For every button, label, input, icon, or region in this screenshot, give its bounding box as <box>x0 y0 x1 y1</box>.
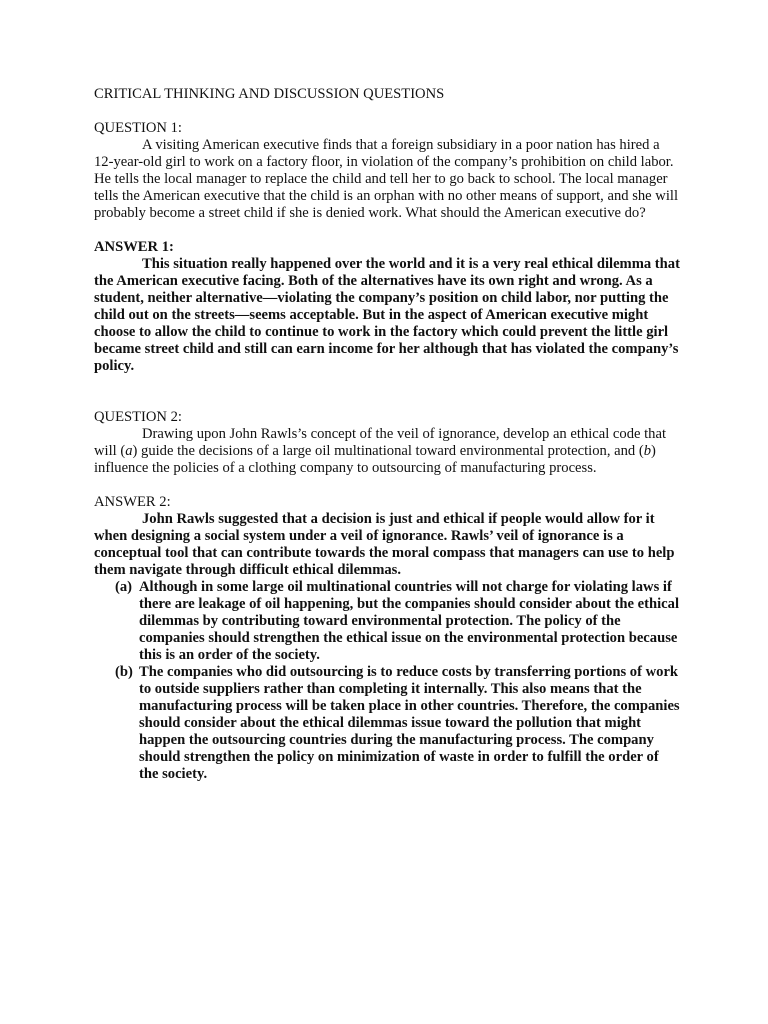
answer-2-title: ANSWER 2: <box>94 494 171 510</box>
question-2-marker-a: a <box>125 443 133 459</box>
question-1 <box>94 120 680 222</box>
question-1-title: QUESTION 1: <box>94 120 182 136</box>
answer-2 <box>94 494 680 783</box>
question-2-text <box>94 426 680 477</box>
question-2 <box>94 409 680 477</box>
list-item-text: Although in some large oil multinational countries will not charge for violating laws if there are leakage of oil happening, but the companies should consider about the ethical dilemmas by contributing toward environmental protection. The policy of the companies should strengthen the ethical issue on the environmental protection because this is an order of the society. <box>139 579 680 663</box>
list-marker: (b) <box>115 664 133 680</box>
document-page <box>94 86 680 783</box>
answer-2-intro: John Rawls suggested that a decision is just and ethical if people would allow for it when designing a social system under a veil of ignorance. Rawls’ veil of ignorance is a conceptual tool that can contribute towards the moral compass that managers can use to help them navigate through difficult ethical dilemmas. <box>94 511 675 578</box>
spacer <box>94 222 680 239</box>
answer-1 <box>94 239 680 375</box>
question-1-text: A visiting American executive finds that a foreign subsidiary in a poor nation has hired a 12-year-old girl to work on a factory floor, in violation of the company’s prohibition on child labor. He tells the local manager to replace the child and tell her to go back to school. The local manager tells the American executive that the child is an orphan with no other means of support, and she will probably become a street child if she is denied work. What should the American executive do? <box>94 137 679 221</box>
question-2-text-part-1: Drawing upon John Rawls’s concept of the veil of ignorance, develop an ethical code that will ( <box>94 426 666 459</box>
answer-2-item-b <box>94 664 680 783</box>
document-heading: CRITICAL THINKING AND DISCUSSION QUESTIONS <box>94 86 445 102</box>
answer-2-item-a <box>94 579 680 664</box>
answer-1-title: ANSWER 1: <box>94 239 174 255</box>
spacer <box>94 477 680 494</box>
question-2-text-part-2: ) guide the decisions of a large oil multinational toward environmental protection, and ( <box>132 443 644 459</box>
question-2-marker-b: b <box>643 443 651 459</box>
list-marker: (a) <box>115 579 133 595</box>
spacer <box>94 375 680 409</box>
question-2-title: QUESTION 2: <box>94 409 182 425</box>
answer-1-text: This situation really happened over the world and it is a very real ethical dilemma that the American executive facing. Both of the alternatives have its own right and wrong. As a student, neither alternative—violating the company’s position on child labor, nor putting the child out on the streets—seems acceptable. But in the aspect of American executive might choose to allow the child to continue to work in the factory which could prevent the little girl became street child and still can earn income for her although that has violated the company’s policy. <box>94 256 680 374</box>
list-item-text: The companies who did outsourcing is to reduce costs by transferring portions of work to outside suppliers rather than completing it internally. This also means that the manufacturing process will be taken place in other countries. Therefore, the companies should consider about the ethical dilemmas issue toward the pollution that might happen the outsourcing countries during the manufacturing process. The company should strengthen the policy on minimization of waste in order to fulfill the order of the society. <box>139 664 680 782</box>
spacer <box>94 103 680 120</box>
question-2-text-part-3: ) influence the policies of a clothing company to outsourcing of manufacturing process. <box>94 443 656 476</box>
answer-2-list <box>94 579 680 783</box>
